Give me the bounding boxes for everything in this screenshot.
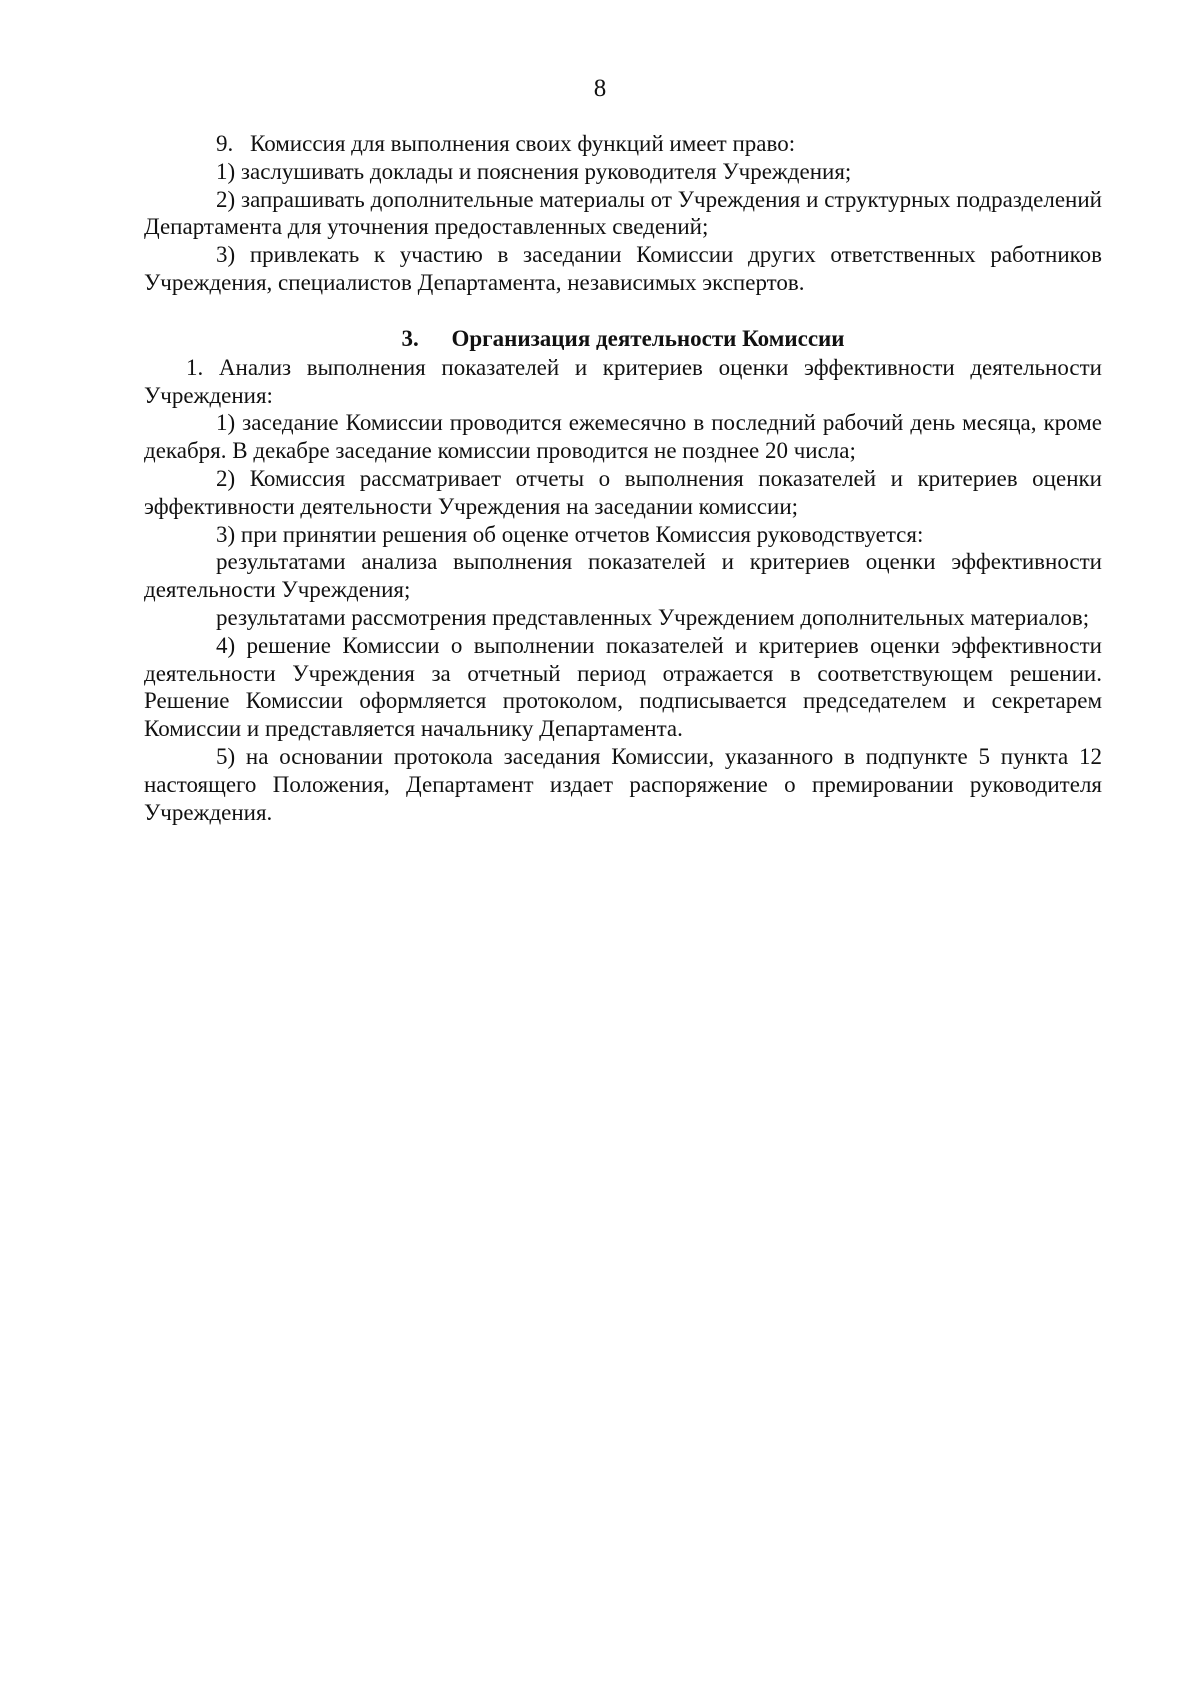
section-3-paragraph-8: 5) на основании протокола заседания Комиссии, указанного в подпункте 5 пункта 12 настоящего Положения, Департамент издает распоряжение о премировании руководителя Учреждения. <box>144 743 1102 825</box>
clause-9-item-1: 1) заслушивать доклады и пояснения руководителя Учреждения; <box>216 158 852 184</box>
section-3-paragraph-7: 4) решение Комиссии о выполнении показателей и критериев оценки эффективности деятельности Учреждения за отчетный период отражается в соответствующем решении. Решение Комиссии оформляется протоколом, подписывается председателем и секретарем Комиссии и представляется начальнику Департамента. <box>144 632 1102 742</box>
section-3-paragraph-6: результатами рассмотрения представленных Учреждением дополнительных материалов; <box>216 604 1090 630</box>
section-3-number: 3. <box>401 325 419 351</box>
section-3-paragraph-4: 3) при принятии решения об оценке отчетов Комиссия руководствуется: <box>216 521 924 547</box>
section-3-paragraph-1: 1. Анализ выполнения показателей и критериев оценки эффективности деятельности Учреждения: <box>144 354 1102 408</box>
section-3-paragraph-5: результатами анализа выполнения показателей и критериев оценки эффективности деятельности Учреждения; <box>144 549 1102 603</box>
section-3-title: Организация деятельности Комиссии <box>451 325 845 351</box>
section-3-heading <box>144 324 1102 354</box>
section-3-paragraph-2: 1) заседание Комиссии проводится ежемесячно в последний рабочий день месяца, кроме декабря. В декабре заседание комиссии проводится не позднее 20 числа; <box>144 410 1102 464</box>
section-3-paragraph-3: 2) Комиссия рассматривает отчеты о выполнения показателей и критериев оценки эффективности деятельности Учреждения на заседании комиссии; <box>144 465 1102 519</box>
clause-9-item-3: 3) привлекать к участию в заседании Комиссии других ответственных работников Учреждения, специалистов Департамента, независимых экспертов. <box>144 242 1102 295</box>
clause-9-intro <box>144 130 1102 158</box>
clause-9-intro-text: Комиссия для выполнения своих функций имеет право: <box>250 131 796 156</box>
document-body <box>144 130 1102 826</box>
clause-9-number: 9. <box>216 131 234 156</box>
clause-9-item-2: 2) запрашивать дополнительные материалы от Учреждения и структурных подразделений Департамента для уточнения предоставленных сведений; <box>144 186 1102 240</box>
page-number: 8 <box>593 75 607 102</box>
